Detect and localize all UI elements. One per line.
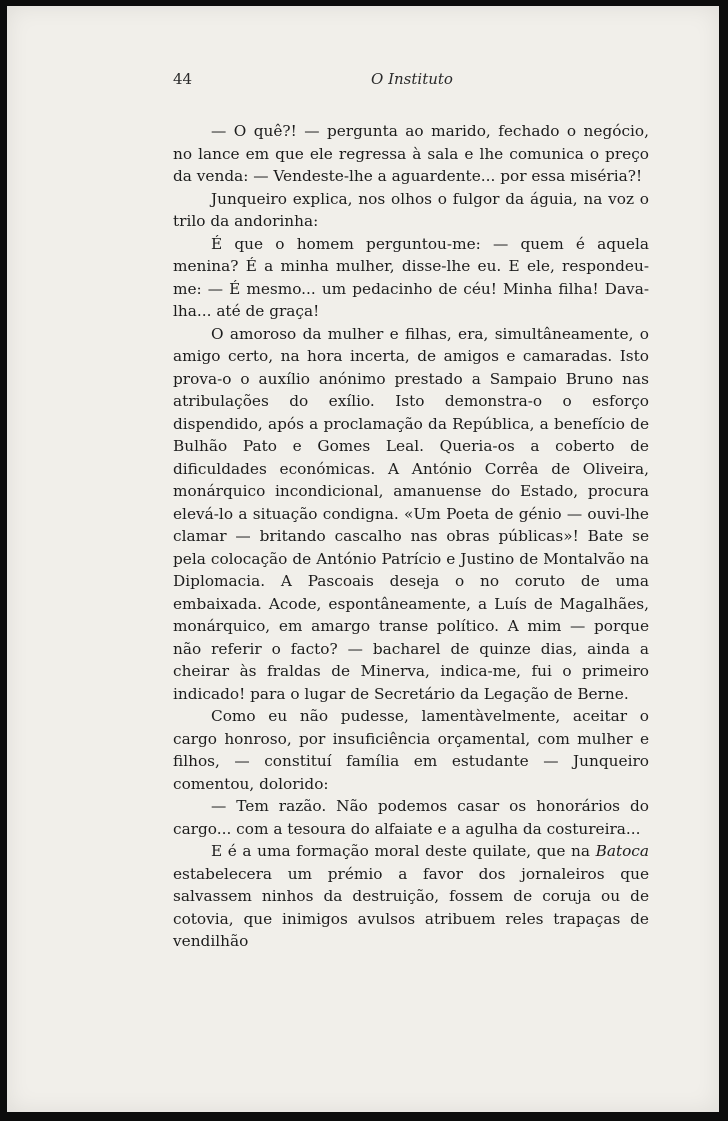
book-page: [7, 6, 719, 1112]
paragraph: — O quê?! — pergunta ao marido, fechado o negócio, no lance em que ele regressa à sala e lhe comunica o preço da venda: — Vendeste-lhe a aguardente... por essa miséria?!: [173, 122, 649, 185]
page-number: 44: [173, 70, 193, 88]
paragraph: E é a uma formação moral deste quilate, que na Batoca estabelecera um prémio a favor dos jornaleiros que salvassem ninhos da destruição, fossem de coruja ou de cotovia, que inimigos avulsos atribuem reles trapaças de vendilhão: [173, 842, 649, 950]
page-header: [173, 70, 651, 92]
paragraph: O amoroso da mulher e filhas, era, simultâneamente, o amigo certo, na hora incerta, de amigos e camaradas. Isto prova-o o auxílio anónimo prestado a Sampaio Bruno nas atribulações do exílio. Isto demonstra-o o esforço dispendido, após a proclamação da República, a benefício de Bulhão Pato e Gomes Leal. Queria-os a coberto de dificuldades económicas. A António Corrêa de Oliveira, monárquico incondicional, amanuense do Estado, procura elevá-lo a situação condigna. «Um Poeta de génio — ouvi-lhe clamar — britando cascalho nas obras públicas»! Bate se pela colocação de António Patrício e Justino de Montalvão na Diplomacia. A Pascoais deseja o no coruto de uma embaixada. Acode, espontâneamente, a Luís de Magalhães, monárquico, em amargo transe político. A mim — porque não referir o facto? — bacharel de quinze dias, ainda a cheirar às fraldas de Minerva, indica-me, fui o primeiro indicado! para o lugar de Secretário da Legação de Berne.: [173, 324, 649, 703]
page-body: [173, 120, 649, 953]
paragraph: Como eu não pudesse, lamentàvelmente, aceitar o cargo honroso, por insuficiência orçamental, com mulher e filhos, — constituí família em estudante — Junqueiro comentou, dolorido:: [173, 707, 649, 793]
running-title: O Instituto: [371, 70, 453, 88]
paragraph: É que o homem perguntou-me: — quem é aquela menina? É a minha mulher, disse-lhe eu. E ele, respondeu-me: — É mesmo... um pedacinho de céu! Minha filha! Dava-lha... até de graça!: [173, 234, 649, 320]
paragraph: Junqueiro explica, nos olhos o fulgor da águia, na voz o trilo da andorinha:: [173, 189, 649, 230]
paragraph: — Tem razão. Não podemos casar os honorários do cargo... com a tesoura do alfaiate e a agulha da costureira...: [173, 797, 649, 838]
italic-term: Batoca: [595, 842, 649, 860]
